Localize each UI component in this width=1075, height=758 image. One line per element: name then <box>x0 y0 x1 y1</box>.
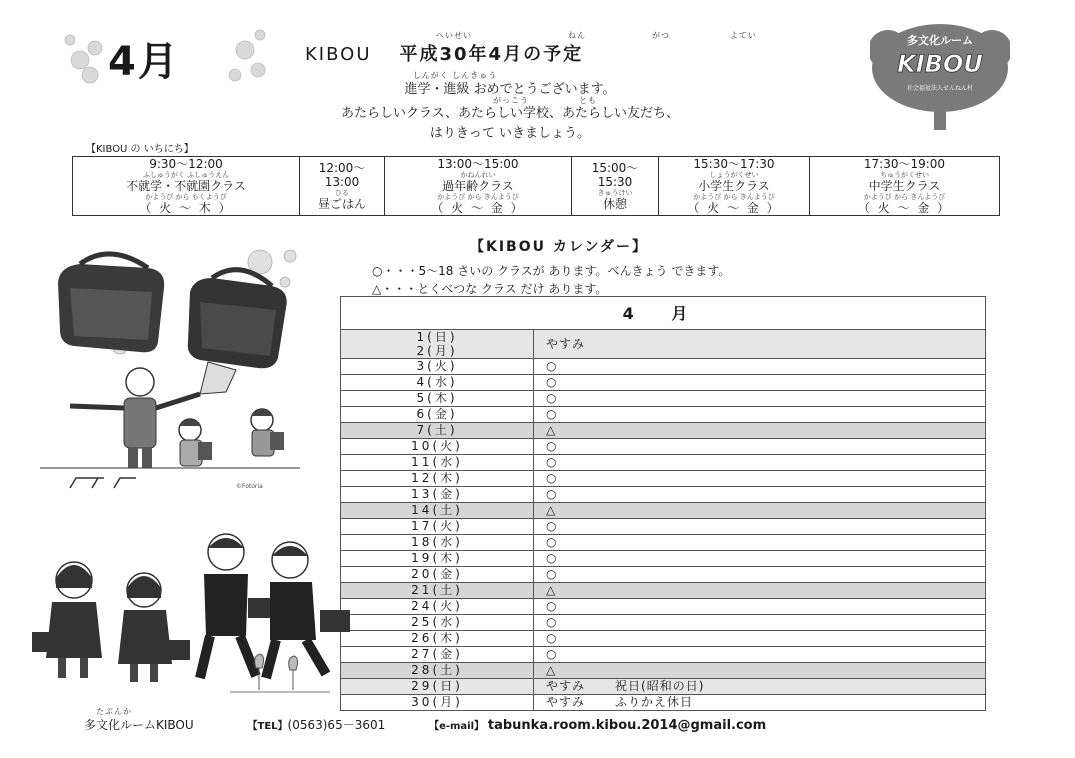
student-icon <box>200 534 276 678</box>
greeting-ruby-2: がっこう <box>493 96 529 105</box>
calendar-value: やすみ 祝日(昭和の日) <box>534 679 986 695</box>
calendar-value: ○ <box>534 391 986 407</box>
footer-tel: (0563)65－3601 <box>287 718 386 732</box>
kibou-logo <box>870 20 1010 132</box>
title-brand: KIBOU <box>305 44 372 65</box>
school-illustration <box>40 242 310 492</box>
calendar-row <box>341 359 986 375</box>
calendar-value: ○ <box>534 631 986 647</box>
footer-tel-label: 【TEL】 <box>247 721 288 732</box>
student-icon <box>266 542 350 678</box>
greeting-ruby-3: とも <box>579 96 597 105</box>
greeting-line-1: 進学・進級 おめでとうございます。 <box>404 82 616 97</box>
calendar-value: ○ <box>534 599 986 615</box>
calendar-date: 19(木) <box>341 551 534 567</box>
illustration-credit: ©Fotoria <box>236 483 263 490</box>
calendar-row <box>341 535 986 551</box>
student-icon <box>32 562 102 678</box>
calendar-row <box>341 615 986 631</box>
child-icon <box>251 409 284 456</box>
footer-email[interactable]: tabunka.room.kibou.2014@gmail.com <box>487 718 767 733</box>
footer <box>84 716 766 733</box>
calendar-value: ○ <box>534 615 986 631</box>
calendar-value: ○ <box>534 439 986 455</box>
footer-org-ruby: たぶんか <box>96 707 132 716</box>
calendar-date: 17(火) <box>341 519 534 535</box>
schedule-slot: 9:30〜12:00 ふしゅうがく ふしゅうえん 不就学・不就園クラス かようび から もくようび （ 火 〜 木 ） <box>73 157 300 216</box>
calendar-note: ふりかえ休日 <box>615 695 694 709</box>
calendar-value: △ <box>534 423 986 439</box>
calendar-month: 4 月 <box>341 297 986 330</box>
calendar-value: ○ <box>534 407 986 423</box>
students-illustration <box>30 528 360 698</box>
calendar-date: 14(土) <box>341 503 534 519</box>
backpack-icon <box>188 270 287 369</box>
calendar-date: 6(金) <box>341 407 534 423</box>
calendar-date: 10(火) <box>341 439 534 455</box>
calendar-row <box>341 663 986 679</box>
legend-circle: ○・・・5〜18 さいの クラスが あります。べんきょう できます。 <box>372 264 731 278</box>
calendar-row <box>341 487 986 503</box>
title-text: 平成30年4月の予定 <box>399 44 584 65</box>
calendar-date: 25(水) <box>341 615 534 631</box>
calendar-row <box>341 330 986 359</box>
calendar-row <box>341 471 986 487</box>
schedule-slot: 15:30〜17:30 しょうがくせい 小学生クラス かようび から きんようび （ 火 〜 金 ） <box>659 157 810 216</box>
calendar-row <box>341 439 986 455</box>
calendar-value: △ <box>534 663 986 679</box>
calendar-date: 12(木) <box>341 471 534 487</box>
schedule-slot: 12:00〜 13:00 ひる 昼ごはん <box>300 157 385 216</box>
calendar-row <box>341 679 986 695</box>
calendar-date: 21(土) <box>341 583 534 599</box>
logo-brand: KIBOU <box>897 50 983 78</box>
schedule-slot: 13:00〜15:00 かねんれい 過年齢クラス かようび から きんようび （ 火 〜 金 ） <box>385 157 572 216</box>
calendar-value: ○ <box>534 359 986 375</box>
calendar-heading: 【KIBOU カレンダー】 <box>470 239 648 255</box>
footer-mail-label: 【e-mail】 <box>429 721 485 732</box>
calendar-date: 11(水) <box>341 455 534 471</box>
calendar-value: ○ <box>534 647 986 663</box>
calendar-row <box>341 519 986 535</box>
greeting-line-2: あたらしいクラス、あたらしい学校、あたらしい友だち、 <box>340 106 679 121</box>
schedule-label: 【KIBOU の いちにち】 <box>86 144 194 155</box>
calendar-value: やすみ <box>534 330 986 359</box>
calendar-date: 4(水) <box>341 375 534 391</box>
calendar-value: ○ <box>534 535 986 551</box>
calendar-row <box>341 567 986 583</box>
calendar-date: 29(日) <box>341 679 534 695</box>
calendar-row <box>341 423 986 439</box>
calendar-date: 24(火) <box>341 599 534 615</box>
calendar-value: ○ <box>534 551 986 567</box>
schedule-slot: 15:00〜 15:30 きゅうけい 休憩 <box>572 157 659 216</box>
greeting-ruby: しんがく しんきゅう <box>412 71 498 80</box>
calendar-date: 1(日) 2(月) <box>341 330 534 359</box>
tulip-icon <box>255 654 298 690</box>
calendar-value: ○ <box>534 471 986 487</box>
calendar-date: 28(土) <box>341 663 534 679</box>
logo-top-text: 多文化ルーム <box>907 34 973 47</box>
footer-org: 多文化ルームKIBOU <box>84 718 194 732</box>
calendar-date: 7(土) <box>341 423 534 439</box>
calendar-date: 20(金) <box>341 567 534 583</box>
calendar-value: △ <box>534 583 986 599</box>
greeting <box>250 72 770 144</box>
calendar-date: 18(水) <box>341 535 534 551</box>
calendar-row <box>341 375 986 391</box>
calendar-row <box>341 551 986 567</box>
calendar-value: ○ <box>534 455 986 471</box>
calendar-row <box>341 695 986 711</box>
calendar-row <box>341 583 986 599</box>
calendar-row <box>341 647 986 663</box>
legend-triangle: △・・・とくべつな クラス だけ あります。 <box>372 282 608 296</box>
calendar-date: 27(金) <box>341 647 534 663</box>
calendar-date: 26(木) <box>341 631 534 647</box>
calendar-date: 5(木) <box>341 391 534 407</box>
calendar-row <box>341 455 986 471</box>
backpack-icon <box>58 254 164 352</box>
calendar-row <box>341 407 986 423</box>
greeting-line-3: はりきって いきましょう。 <box>429 126 591 141</box>
logo-org: 社会福祉法人せんねん村 <box>906 85 974 92</box>
student-icon <box>118 573 190 682</box>
daily-schedule-table <box>72 156 1000 216</box>
schedule-slot: 17:30〜19:00 ちゅうがくせい 中学生クラス かようび から きんようび （ 火 〜 金 ） <box>810 157 1000 216</box>
calendar-row <box>341 631 986 647</box>
page-title <box>305 40 583 66</box>
calendar-value: ○ <box>534 375 986 391</box>
calendar-legend <box>372 262 730 298</box>
calendar-value: ○ <box>534 519 986 535</box>
calendar-value: ○ <box>534 487 986 503</box>
calendar-value: ○ <box>534 567 986 583</box>
calendar-value: やすみ ふりかえ休日 <box>534 695 986 711</box>
calendar-date: 13(金) <box>341 487 534 503</box>
calendar-row <box>341 599 986 615</box>
calendar-row <box>341 503 986 519</box>
calendar-value: △ <box>534 503 986 519</box>
month-label: 4月 <box>108 39 180 85</box>
april-calendar-table <box>340 296 986 711</box>
calendar-date: 3(火) <box>341 359 534 375</box>
calendar-row <box>341 391 986 407</box>
calendar-date: 30(月) <box>341 695 534 711</box>
child-icon <box>179 419 212 466</box>
calendar-note: 祝日(昭和の日) <box>615 679 705 693</box>
